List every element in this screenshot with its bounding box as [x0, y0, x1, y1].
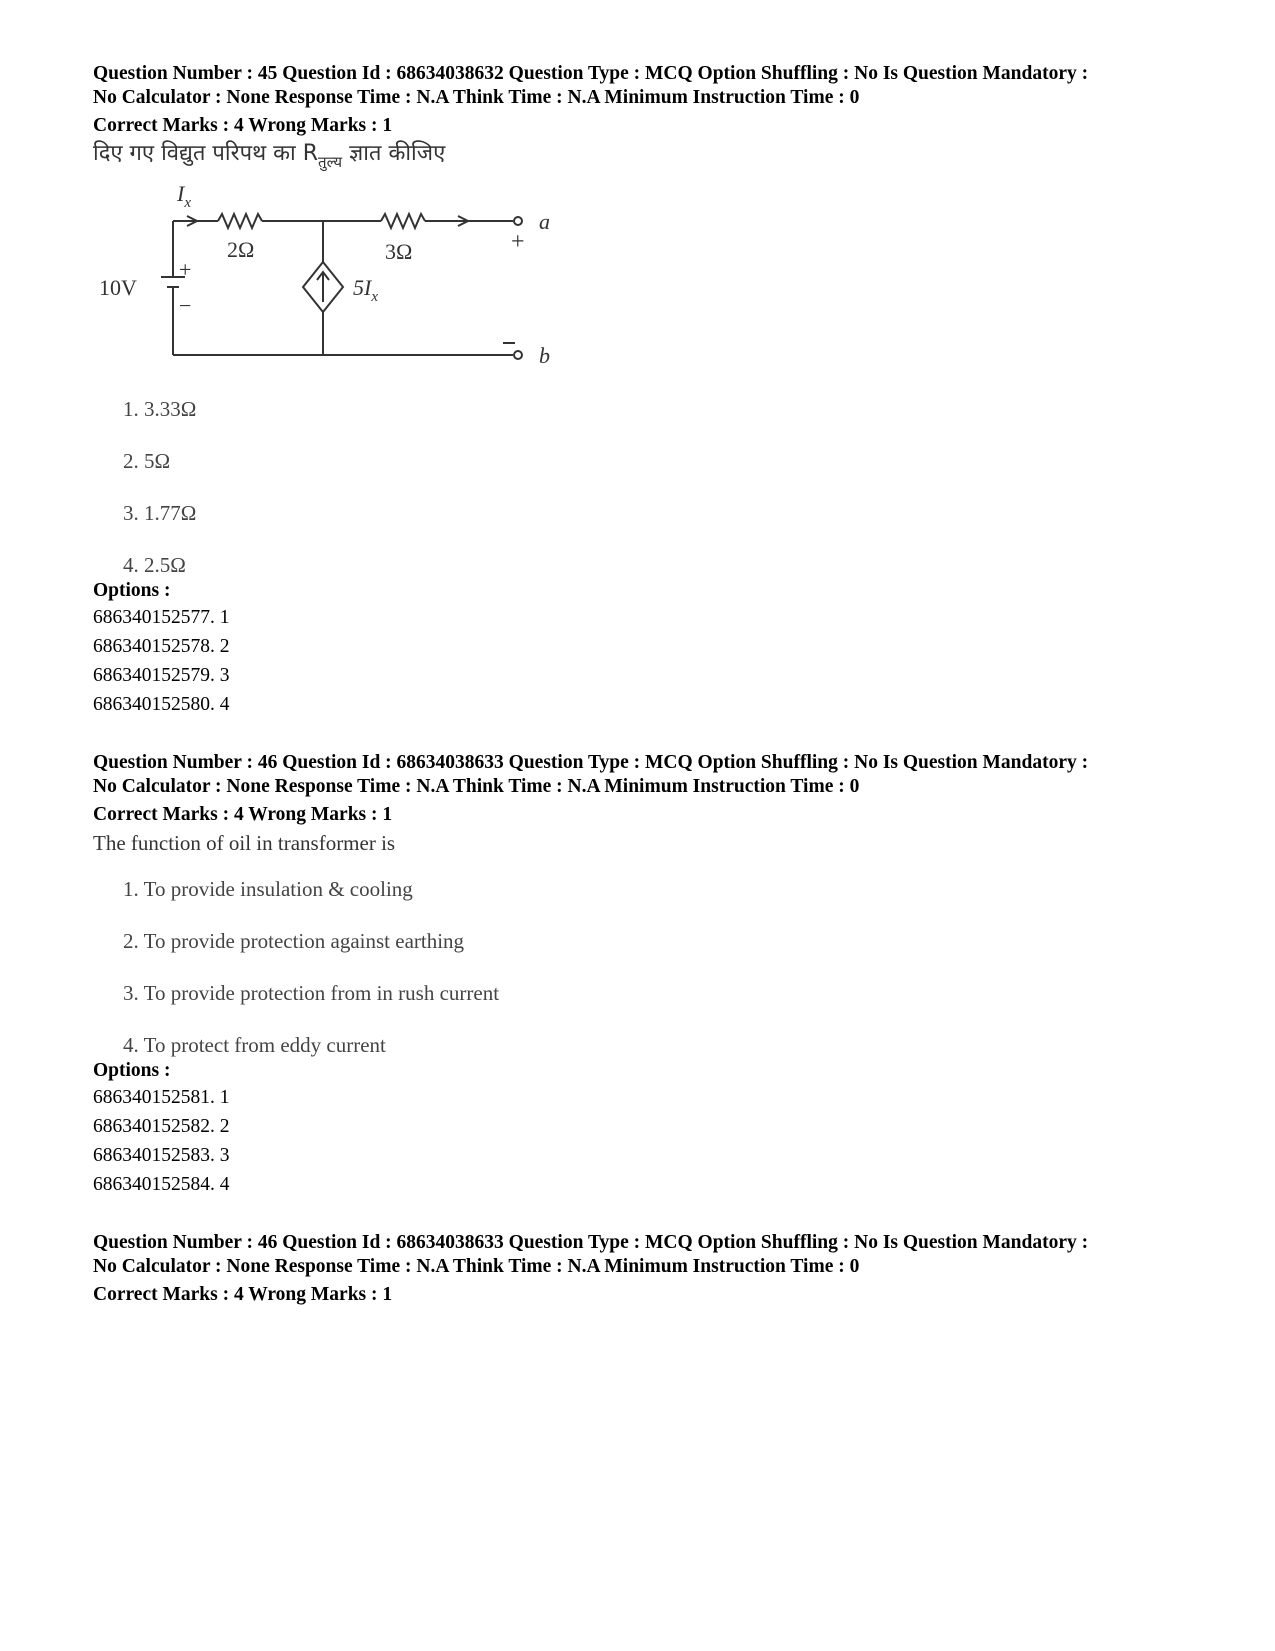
question-meta-line-1: Question Number : 46 Question Id : 68634038633 Question Type : MCQ Option Shuffling : No Is Question Mandatory :: [93, 1232, 1089, 1253]
option-id: 686340152578. 2: [93, 636, 230, 657]
question-block-46-repeat: [93, 1231, 1213, 1307]
options-heading: Options :: [93, 1060, 171, 1081]
option-id: 686340152580. 4: [93, 694, 230, 715]
resistor-1-label: 2Ω: [227, 237, 255, 262]
question-meta-line-2: No Calculator : None Response Time : N.A Think Time : N.A Minimum Instruction Time : 0: [93, 776, 860, 797]
source-plus: +: [179, 257, 192, 282]
choice-item: 1. 3.33Ω: [123, 397, 197, 421]
document-page: [93, 62, 1213, 1339]
voltage-source-label: 10V: [99, 275, 137, 300]
question-meta-line-2: No Calculator : None Response Time : N.A Think Time : N.A Minimum Instruction Time : 0: [93, 87, 860, 108]
question-block-45: [93, 62, 1213, 719]
question-block-46: [93, 751, 1213, 1199]
question-meta-line-1: Question Number : 45 Question Id : 68634038632 Question Type : MCQ Option Shuffling : No Is Question Mandatory :: [93, 63, 1089, 84]
option-id: 686340152582. 2: [93, 1116, 230, 1137]
option-id: 686340152583. 3: [93, 1145, 230, 1166]
question-meta-line-2: No Calculator : None Response Time : N.A Think Time : N.A Minimum Instruction Time : 0: [93, 1256, 860, 1277]
question-text: [93, 140, 1213, 169]
dependent-source-label: $5I_x$: [353, 275, 378, 305]
choice-item: 4. To protect from eddy current: [123, 1033, 386, 1057]
choice-item: 3. 1.77Ω: [123, 501, 197, 525]
choice-item: 1. To provide insulation & cooling: [123, 877, 413, 901]
option-id: 686340152579. 3: [93, 665, 230, 686]
option-id: 686340152584. 4: [93, 1174, 230, 1195]
options-heading: Options :: [93, 580, 171, 601]
current-label: $I_x$: [177, 181, 191, 211]
question-marks: Correct Marks : 4 Wrong Marks : 1: [93, 1284, 393, 1305]
question-text-main: दिए गए विद्युत परिपथ का R: [93, 141, 319, 166]
choice-list: [93, 395, 1213, 579]
resistor-2-label: 3Ω: [385, 239, 413, 264]
option-id: 686340152581. 1: [93, 1087, 230, 1108]
source-minus: −: [179, 293, 192, 318]
choice-item: 2. 5Ω: [123, 449, 171, 473]
circuit-diagram: [93, 177, 573, 377]
option-id: 686340152577. 1: [93, 607, 230, 628]
question-marks: Correct Marks : 4 Wrong Marks : 1: [93, 115, 393, 136]
choice-item: 2. To provide protection against earthing: [123, 929, 465, 953]
question-text: The function of oil in transformer is: [93, 831, 396, 855]
choice-list: [93, 875, 1213, 1059]
question-text-end: ज्ञात कीजिए: [342, 141, 446, 166]
choice-item: 4. 2.5Ω: [123, 553, 186, 577]
terminal-b-label: b: [539, 343, 550, 368]
terminal-plus: +: [511, 229, 525, 255]
choice-item: 3. To provide protection from in rush current: [123, 981, 500, 1005]
question-meta-line-1: Question Number : 46 Question Id : 68634038633 Question Type : MCQ Option Shuffling : No Is Question Mandatory :: [93, 752, 1089, 773]
question-marks: Correct Marks : 4 Wrong Marks : 1: [93, 804, 393, 825]
question-text-subscript: तुल्य: [318, 153, 343, 171]
terminal-a-label: a: [539, 209, 550, 234]
